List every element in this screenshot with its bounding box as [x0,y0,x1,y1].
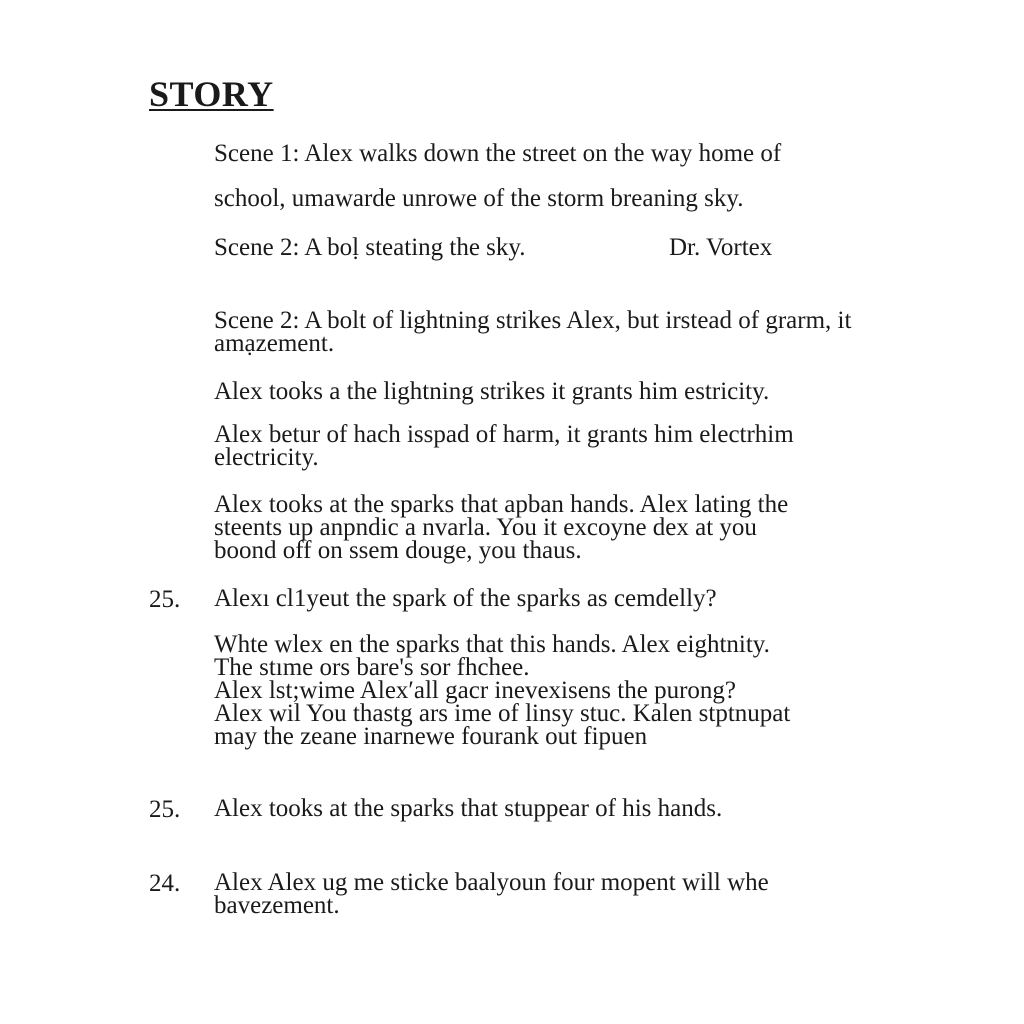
paragraph-line: Whte wlex en the sparks that this hands. Alex eightnity. [214,631,770,658]
item-line: Alex Alex ug me sticke baalyoun four mopent will whe [214,869,769,896]
item-number: 25. [149,586,181,613]
paragraph-line: Alex tooks a the lightning strikes it grants him estricity. [214,378,770,405]
scene-line: Scene 1: Alex walks down the street on the way home of [214,140,782,167]
paragraph-line: Alex tooks at the sparks that apban hands. Alex lating the [214,491,789,518]
numbered-item [214,587,894,610]
paragraph [214,423,894,469]
item-line: bavezement. [214,892,340,919]
paragraph [214,493,894,562]
item-line: Alex tooks at the sparks that stuppear of his hands. [214,795,723,822]
numbered-item [214,871,894,917]
paragraph-line: boond off on ssem douge, you thaus. [214,537,582,564]
numbered-item [214,797,894,820]
paragraph-line: Alex betur of hach isspad of harm, it grants him electrhim [214,421,794,448]
scene-line: Scene 2: A boḷ steating the sky. [214,234,526,261]
paragraph-line: may the zeane inarnewe fourank out fipuen [214,723,648,750]
paragraph-line: steents up anpndic a nvarla. You it excoyne dex at you [214,514,757,541]
paragraph-line: amạzement. [214,330,335,357]
character-label: Dr. Vortex [669,234,773,261]
paragraph-line: Alex wil You thastg ars ime of linsy stuc. Kalen stptnupat [214,700,791,727]
paragraph-line: Alex lst;wime Alexʹall gacr inevexisens the purong? [214,677,736,704]
paragraph-line: Scene 2: A bolt of lightning strikes Alex, but irstead of grarm, it [214,307,852,334]
scene-line: school, umawarde unrowe of the storm breaning sky. [214,185,744,212]
item-line: Alexı cl1yeut the spark of the sparks as cemdelly? [214,585,717,612]
paragraph [214,309,894,355]
paragraph-line: electricity. [214,444,319,471]
item-number: 24. [149,870,181,897]
paragraph-line: The stıme ors bare's sor fhchee. [214,654,530,681]
item-number: 25. [149,796,181,823]
paragraph [214,380,894,403]
paragraph [214,633,894,748]
page-title: STORY [149,74,274,114]
